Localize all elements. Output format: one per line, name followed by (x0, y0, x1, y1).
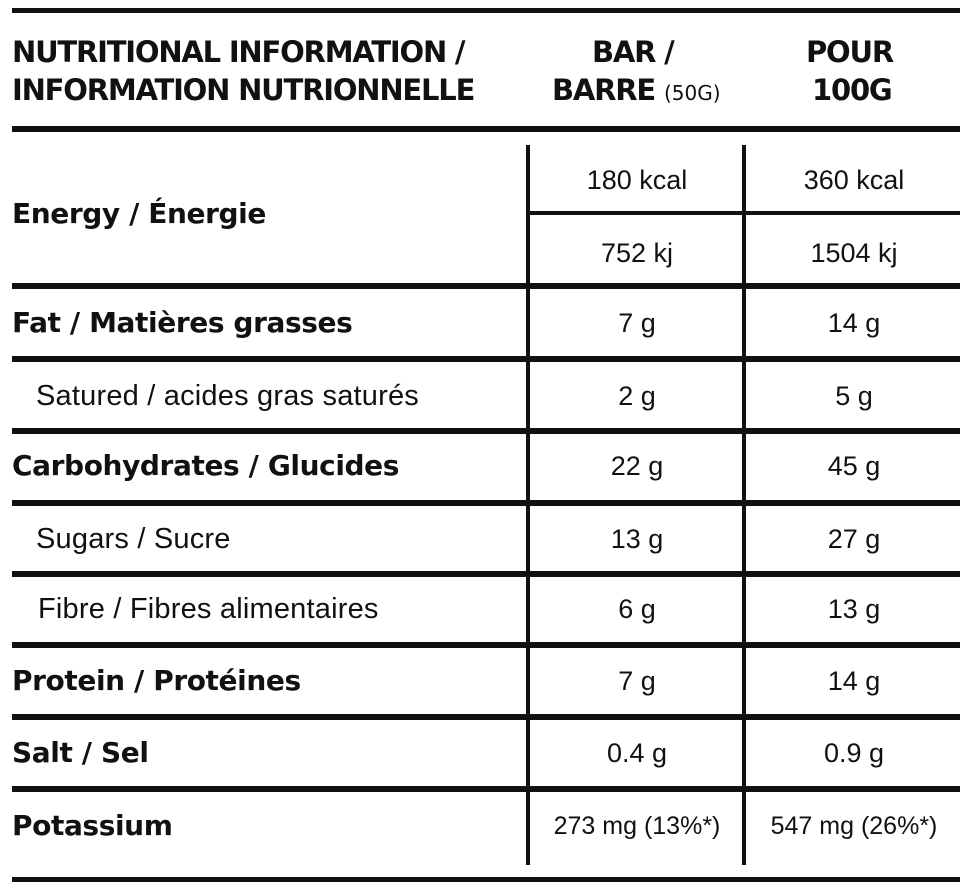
table-title-line-1: NUTRITIONAL INFORMATION / (12, 35, 465, 69)
row-divider (12, 283, 960, 289)
header-rule (12, 126, 960, 132)
sugars-bar: 13 g (610, 524, 664, 554)
column-divider-right (742, 145, 746, 865)
row-divider (12, 428, 960, 434)
row-label-saturated: Satured / acides gras saturés (36, 380, 419, 412)
row-label-sugars: Sugars / Sucre (36, 523, 231, 555)
bottom-rule (12, 877, 960, 882)
protein-bar: 7 g (618, 666, 656, 696)
row-divider (12, 571, 960, 577)
fibre-per100: 13 g (827, 594, 881, 624)
saturated-bar: 2 g (618, 381, 656, 411)
energy-kj-per100: 1504 kj (810, 238, 898, 268)
energy-kcal-per100: 360 kcal (803, 165, 905, 195)
row-label-protein: Protein / Protéines (12, 664, 301, 697)
bar-column-heading-line-1: BAR / (592, 35, 674, 69)
top-rule (12, 8, 960, 13)
salt-per100: 0.9 g (823, 738, 885, 768)
potassium-bar: 273 mg (13%*) (553, 812, 721, 840)
row-label-salt: Salt / Sel (12, 736, 149, 769)
row-label-carbohydrates: Carbohydrates / Glucides (12, 449, 400, 482)
per100-column-heading-line-1: POUR (806, 35, 893, 69)
row-label-fat: Fat / Matières grasses (12, 306, 353, 339)
salt-bar: 0.4 g (606, 738, 668, 768)
energy-kj-bar: 752 kj (600, 238, 674, 268)
energy-kcal-bar: 180 kcal (586, 165, 688, 195)
fibre-bar: 6 g (618, 594, 656, 624)
protein-per100: 14 g (827, 666, 881, 696)
bar-column-heading-line-2 (552, 73, 721, 107)
column-divider-left (526, 145, 530, 865)
carbohydrates-per100: 45 g (827, 451, 881, 481)
row-divider (12, 500, 960, 506)
potassium-per100: 547 mg (26%*) (770, 812, 938, 840)
bar-column-heading-label: BARRE (552, 73, 656, 107)
per100-column-heading-line-2: 100G (812, 73, 892, 107)
sugars-per100: 27 g (827, 524, 881, 554)
carbohydrates-bar: 22 g (610, 451, 664, 481)
row-divider (12, 714, 960, 720)
row-label-energy: Energy / Énergie (12, 197, 266, 230)
fat-per100: 14 g (827, 308, 881, 338)
table-title-line-2: INFORMATION NUTRIONNELLE (12, 73, 475, 107)
saturated-per100: 5 g (835, 381, 873, 411)
row-label-fibre: Fibre / Fibres alimentaires (38, 593, 379, 625)
row-divider (12, 786, 960, 792)
fat-bar: 7 g (618, 308, 656, 338)
row-divider (12, 642, 960, 648)
bar-column-heading-unit: (50G) (663, 81, 721, 105)
row-divider (12, 356, 960, 362)
row-label-potassium: Potassium (12, 809, 173, 842)
